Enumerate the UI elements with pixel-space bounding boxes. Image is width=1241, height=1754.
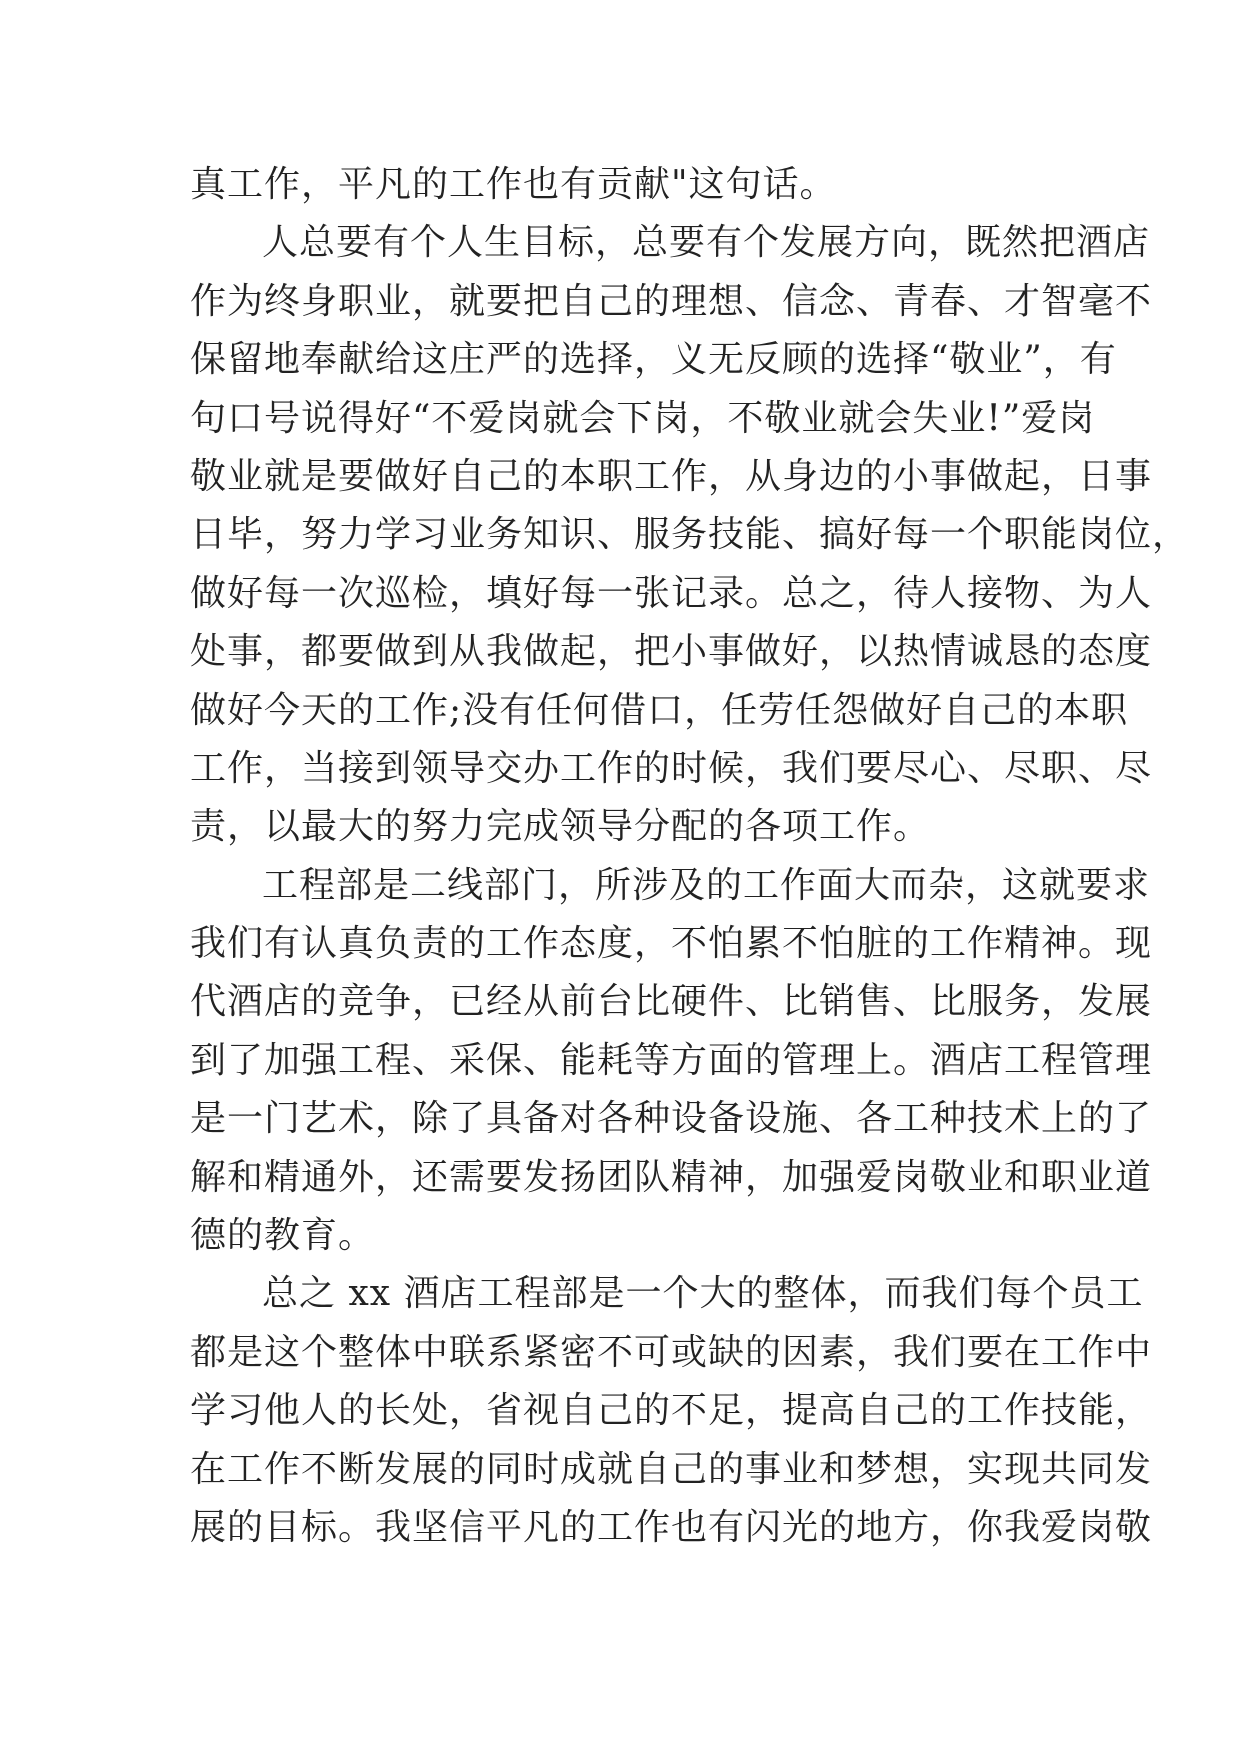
text-line: 都是这个整体中联系紧密不可或缺的因素，我们要在工作中	[190, 1331, 1153, 1373]
text-line: 学习他人的长处，省视自己的不足，提高自己的工作技能，	[190, 1390, 1153, 1432]
text-line: 敬业就是要做好自己的本职工作，从身边的小事做起，日事	[190, 455, 1153, 497]
text-line: 处事，都要做到从我做起，把小事做好，以热情诚恳的态度	[190, 631, 1153, 673]
text-line: 在工作不断发展的同时成就自己的事业和梦想，实现共同发	[190, 1448, 1153, 1490]
text-line: 做好今天的工作;没有任何借口，任劳任怨做好自己的本职	[190, 689, 1129, 731]
text-line: 责，以最大的努力完成领导分配的各项工作。	[190, 806, 931, 848]
text-line: 真工作，平凡的工作也有贡献"这句话。	[190, 164, 837, 205]
text-line: 工作，当接到领导交办工作的时候，我们要尽心、尽职、尽	[190, 747, 1153, 789]
text-line: 句口号说得好“不爱岗就会下岗，不敬业就会失业!”爱岗	[190, 397, 1096, 439]
text-line: 我们有认真负责的工作态度，不怕累不怕脏的工作精神。现	[190, 923, 1153, 965]
text-line: 做好每一次巡检，填好每一张记录。总之，待人接物、为人	[190, 572, 1153, 614]
paragraph-first-line: 总之 xx 酒店工程部是一个大的整体，而我们每个员工	[262, 1273, 1144, 1315]
text-line: 代酒店的竞争，已经从前台比硬件、比销售、比服务，发展	[190, 981, 1153, 1023]
text-line: 到了加强工程、采保、能耗等方面的管理上。酒店工程管理	[190, 1039, 1153, 1081]
text-line: 日毕，努力学习业务知识、服务技能、搞好每一个职能岗位，	[190, 514, 1190, 556]
paragraph-first-line: 工程部是二线部门，所涉及的工作面大而杂，这就要求	[262, 864, 1151, 906]
text-line: 保留地奉献给这庄严的选择，义无反顾的选择“敬业”，有	[190, 339, 1117, 381]
text-line: 德的教育。	[190, 1215, 376, 1257]
text-line: 是一门艺术，除了具备对各种设备设施、各工种技术上的了	[190, 1098, 1153, 1140]
document-body	[190, 156, 1190, 1557]
text-line: 展的目标。我坚信平凡的工作也有闪光的地方，你我爱岗敬	[190, 1506, 1153, 1548]
text-line: 解和精通外，还需要发扬团队精神，加强爱岗敬业和职业道	[190, 1156, 1153, 1198]
paragraph-first-line: 人总要有个人生目标，总要有个发展方向，既然把酒店	[262, 222, 1151, 264]
text-line: 作为终身职业，就要把自己的理想、信念、青春、才智毫不	[190, 280, 1153, 322]
